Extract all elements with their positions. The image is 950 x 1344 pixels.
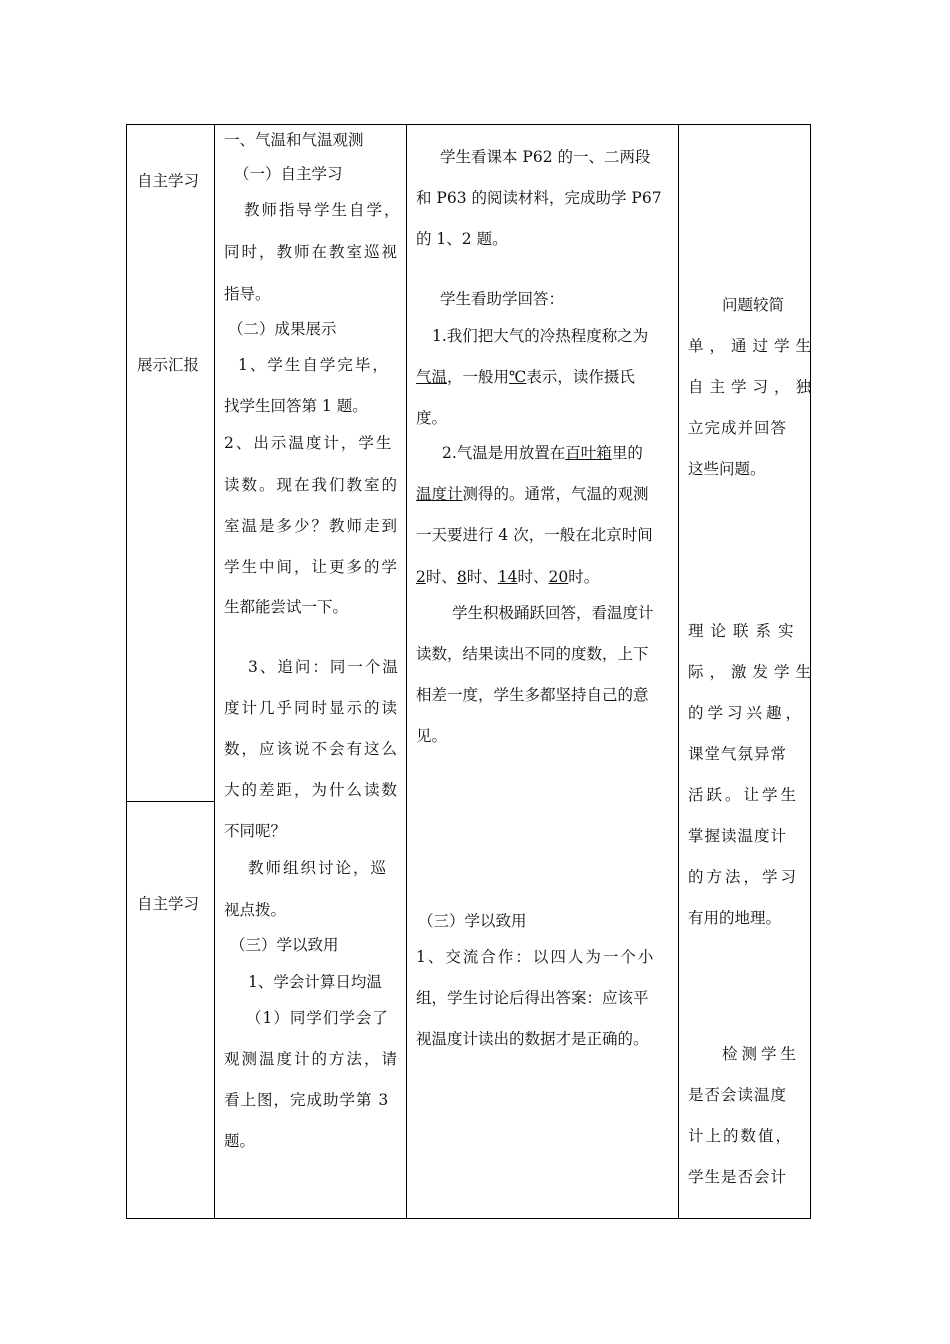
note-line: 单，通过学生 xyxy=(688,337,818,355)
teacher-line: 度计几乎同时显示的读 xyxy=(224,699,400,717)
student-line: 的 1、2 题。 xyxy=(416,230,508,248)
answer-blank: ℃ xyxy=(509,368,527,386)
teacher-line: 读数。现在我们教室的 xyxy=(224,476,400,494)
teacher-line: 大的差距，为什么读数 xyxy=(224,781,400,799)
answer-blank: 百叶箱 xyxy=(565,444,612,462)
student-line: 学生看课本 P62 的一、二两段 xyxy=(440,148,651,166)
student-line: 学生看助学回答： xyxy=(440,290,565,308)
teacher-line: 同时，教师在教室巡视 xyxy=(224,243,400,261)
teacher-line: 生都能尝试一下。 xyxy=(224,598,349,616)
teacher-line: （一）自主学习 xyxy=(234,165,343,183)
note-line: 掌握读温度计 xyxy=(688,827,788,845)
student-line: 组，学生讨论后得出答案：应该平 xyxy=(416,989,649,1007)
note-line: 计上的数值， xyxy=(688,1127,794,1145)
column-divider-3 xyxy=(678,125,679,1218)
note-line: 的方法，学习 xyxy=(688,868,800,886)
note-line: 际，激发学生 xyxy=(688,663,818,681)
note-line: 学生是否会计 xyxy=(688,1168,788,1186)
note-line: 理论联系实 xyxy=(688,622,801,640)
student-line: 1.我们把大气的冷热程度称之为 xyxy=(432,327,649,345)
stage-label-presentation: 展示汇报 xyxy=(137,356,200,374)
teacher-line: 题。 xyxy=(224,1132,256,1150)
teacher-line: （二）成果展示 xyxy=(228,320,337,338)
teacher-line: 找学生回答第 1 题。 xyxy=(224,397,368,415)
teacher-line: 指导。 xyxy=(224,285,271,303)
column-divider-1 xyxy=(214,125,215,1218)
note-line: 有用的地理。 xyxy=(688,909,782,927)
student-line: 度。 xyxy=(416,409,448,427)
teacher-line: 1、学生自学完毕， xyxy=(238,356,390,374)
note-line: 问题较简 xyxy=(722,296,785,314)
student-line: （三）学以致用 xyxy=(418,912,527,930)
student-line: 2时、8时、14时、20时。 xyxy=(416,568,600,586)
note-line: 自主学习，独 xyxy=(688,378,818,396)
teacher-line: 一、气温和气温观测 xyxy=(224,131,364,149)
student-line: 相差一度，学生多都坚持自己的意 xyxy=(416,686,649,704)
teacher-line: 教师指导学生自学， xyxy=(244,201,402,219)
student-line: 见。 xyxy=(416,727,448,745)
stage-label-self-study-2: 自主学习 xyxy=(137,895,200,913)
row-divider xyxy=(127,801,215,802)
student-line: 视温度计读出的数据才是正确的。 xyxy=(416,1030,649,1048)
student-line: 一天要进行 4 次，一般在北京时间 xyxy=(416,526,653,544)
answer-blank: 气温 xyxy=(416,368,448,386)
student-line: 和 P63 的阅读材料，完成助学 P67 xyxy=(416,189,662,207)
teacher-line: 学生中间，让更多的学 xyxy=(224,558,400,576)
teacher-line: 2、出示温度计，学生 xyxy=(224,434,394,452)
note-line: 这些问题。 xyxy=(688,460,766,478)
teacher-line: 室温是多少？教师走到 xyxy=(224,517,400,535)
column-divider-2 xyxy=(406,125,407,1218)
teacher-line: 1、学会计算日均温 xyxy=(248,973,382,991)
answer-blank: 14 xyxy=(497,568,518,586)
teacher-line: （1）同学们学会了 xyxy=(246,1009,389,1027)
note-line: 课堂气氛异常 xyxy=(688,745,788,763)
teacher-line: 观测温度计的方法，请 xyxy=(224,1050,400,1068)
note-line: 是否会读温度 xyxy=(688,1086,788,1104)
student-line: 温度计测得的。通常，气温的观测 xyxy=(416,485,649,503)
stage-label-self-study: 自主学习 xyxy=(137,172,200,190)
teacher-line: 3、追问：同一个温 xyxy=(248,658,400,676)
note-line: 活跃。让学生 xyxy=(688,786,800,804)
student-line: 读数，结果读出不同的度数，上下 xyxy=(416,645,649,663)
teacher-line: 看上图，完成助学第 3 xyxy=(224,1091,390,1109)
answer-blank: 温度计 xyxy=(416,485,463,503)
student-line: 气温，一般用℃表示，读作摄氏 xyxy=(416,368,635,386)
note-line: 检测学生 xyxy=(722,1045,801,1063)
student-line: 1、交流合作：以四人为一个小 xyxy=(416,948,656,966)
answer-blank: 2 xyxy=(416,568,426,586)
answer-blank: 20 xyxy=(548,568,569,586)
teacher-line: 视点拨。 xyxy=(224,901,287,919)
teacher-line: （三）学以致用 xyxy=(230,936,339,954)
lesson-table xyxy=(126,124,818,1219)
teacher-line: 数，应该说不会有这么 xyxy=(224,740,400,758)
note-line: 的学习兴趣， xyxy=(688,704,806,722)
student-line: 学生积极踊跃回答，看温度计 xyxy=(452,604,654,622)
student-line: 2.气温是用放置在百叶箱里的 xyxy=(442,444,643,462)
teacher-line: 不同呢？ xyxy=(224,822,287,840)
answer-blank: 8 xyxy=(456,568,467,586)
note-line: 立完成并回答 xyxy=(688,419,788,437)
teacher-line: 教师组织讨论，巡 xyxy=(248,859,389,877)
